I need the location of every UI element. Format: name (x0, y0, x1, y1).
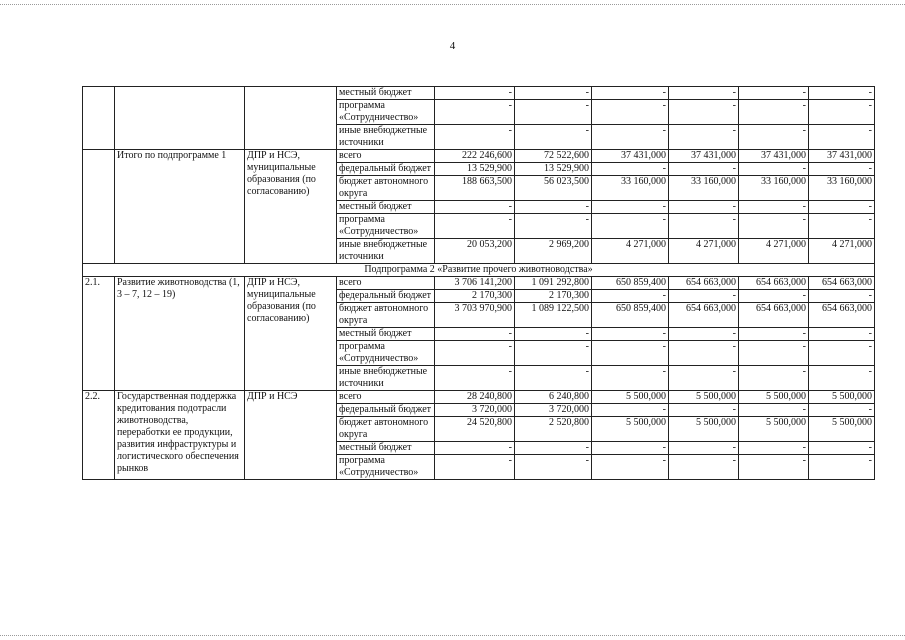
value-cell: 5 500,000 (592, 417, 669, 442)
value-cell: - (592, 214, 669, 239)
item-name: Итого по подпрограмме 1 (115, 150, 245, 264)
value-cell: 650 859,400 (592, 277, 669, 290)
value-cell: 1 091 292,800 (515, 277, 592, 290)
value-cell: - (739, 341, 809, 366)
value-cell: 2 170,300 (515, 290, 592, 303)
value-cell: 4 271,000 (592, 239, 669, 264)
value-cell: - (739, 328, 809, 341)
table-row (83, 277, 875, 290)
funding-source: бюджет автономного округа (337, 417, 435, 442)
table-row (83, 150, 875, 163)
value-cell: - (592, 442, 669, 455)
value-cell: - (592, 290, 669, 303)
value-cell: - (669, 404, 739, 417)
value-cell: - (669, 290, 739, 303)
value-cell: - (435, 341, 515, 366)
value-cell: - (739, 404, 809, 417)
value-cell: 654 663,000 (739, 277, 809, 290)
value-cell: - (739, 455, 809, 480)
value-cell: - (809, 455, 875, 480)
budget-table (82, 86, 875, 480)
funding-source: федеральный бюджет (337, 163, 435, 176)
value-cell: - (739, 366, 809, 391)
value-cell: 33 160,000 (809, 176, 875, 201)
value-cell: - (435, 366, 515, 391)
value-cell: - (739, 290, 809, 303)
value-cell: - (809, 404, 875, 417)
value-cell: - (669, 442, 739, 455)
value-cell: - (515, 442, 592, 455)
value-cell: 1 089 122,500 (515, 303, 592, 328)
value-cell: - (515, 201, 592, 214)
value-cell: - (592, 100, 669, 125)
value-cell: 5 500,000 (739, 391, 809, 404)
value-cell: 28 240,800 (435, 391, 515, 404)
value-cell: - (435, 328, 515, 341)
value-cell: - (435, 100, 515, 125)
value-cell: - (669, 201, 739, 214)
item-executor: ДПР и НСЭ (245, 391, 337, 480)
value-cell: - (515, 87, 592, 100)
value-cell: 24 520,800 (435, 417, 515, 442)
table-row (83, 391, 875, 404)
value-cell: - (592, 366, 669, 391)
value-cell: - (592, 163, 669, 176)
value-cell: - (739, 201, 809, 214)
value-cell: 654 663,000 (809, 277, 875, 290)
value-cell: 13 529,900 (515, 163, 592, 176)
value-cell: - (809, 100, 875, 125)
value-cell: - (669, 366, 739, 391)
value-cell: - (435, 214, 515, 239)
value-cell: - (435, 201, 515, 214)
item-executor: ДПР и НСЭ, муниципальные образования (по согласованию) (245, 150, 337, 264)
value-cell: - (515, 328, 592, 341)
value-cell: - (592, 404, 669, 417)
subprogram-row (83, 264, 875, 277)
value-cell: - (515, 100, 592, 125)
value-cell: - (669, 87, 739, 100)
funding-source: программа «Сотрудничество» (337, 455, 435, 480)
value-cell: 654 663,000 (739, 303, 809, 328)
value-cell: - (592, 87, 669, 100)
value-cell: - (669, 163, 739, 176)
funding-source: всего (337, 391, 435, 404)
item-number (83, 150, 115, 264)
funding-source: местный бюджет (337, 87, 435, 100)
item-executor (245, 87, 337, 150)
value-cell: - (669, 125, 739, 150)
value-cell: - (809, 328, 875, 341)
value-cell: 5 500,000 (669, 417, 739, 442)
value-cell: 20 053,200 (435, 239, 515, 264)
value-cell: - (739, 125, 809, 150)
value-cell: - (669, 100, 739, 125)
value-cell: 33 160,000 (739, 176, 809, 201)
item-name (115, 87, 245, 150)
value-cell: - (809, 341, 875, 366)
value-cell: 56 023,500 (515, 176, 592, 201)
value-cell: 37 431,000 (669, 150, 739, 163)
value-cell: - (435, 87, 515, 100)
value-cell: 188 663,500 (435, 176, 515, 201)
item-number: 2.1. (83, 277, 115, 391)
value-cell: 37 431,000 (739, 150, 809, 163)
value-cell: - (739, 214, 809, 239)
value-cell: 3 703 970,900 (435, 303, 515, 328)
funding-source: местный бюджет (337, 442, 435, 455)
value-cell: - (669, 455, 739, 480)
value-cell: - (739, 163, 809, 176)
value-cell: - (739, 100, 809, 125)
value-cell: - (809, 163, 875, 176)
value-cell: - (809, 366, 875, 391)
item-name: Развитие животноводства (1, 3 – 7, 12 – 19) (115, 277, 245, 391)
value-cell: 4 271,000 (669, 239, 739, 264)
value-cell: 222 246,600 (435, 150, 515, 163)
funding-source: программа «Сотрудничество» (337, 341, 435, 366)
item-number (83, 87, 115, 150)
value-cell: 2 520,800 (515, 417, 592, 442)
funding-source: бюджет автономного округа (337, 303, 435, 328)
value-cell: 13 529,900 (435, 163, 515, 176)
item-number: 2.2. (83, 391, 115, 480)
value-cell: 37 431,000 (592, 150, 669, 163)
value-cell: 5 500,000 (809, 391, 875, 404)
value-cell: 654 663,000 (669, 303, 739, 328)
value-cell: - (669, 328, 739, 341)
funding-source: иные внебюджетные источники (337, 125, 435, 150)
value-cell: - (809, 201, 875, 214)
value-cell: 654 663,000 (809, 303, 875, 328)
value-cell: - (515, 214, 592, 239)
funding-source: всего (337, 150, 435, 163)
funding-source: программа «Сотрудничество» (337, 214, 435, 239)
value-cell: 5 500,000 (669, 391, 739, 404)
funding-source: федеральный бюджет (337, 404, 435, 417)
value-cell: 6 240,800 (515, 391, 592, 404)
value-cell: - (592, 125, 669, 150)
value-cell: - (739, 442, 809, 455)
value-cell: 33 160,000 (592, 176, 669, 201)
value-cell: 2 969,200 (515, 239, 592, 264)
funding-source: бюджет автономного округа (337, 176, 435, 201)
value-cell: - (592, 455, 669, 480)
value-cell: - (435, 125, 515, 150)
value-cell: - (809, 87, 875, 100)
funding-source: федеральный бюджет (337, 290, 435, 303)
value-cell: 3 720,000 (515, 404, 592, 417)
item-executor: ДПР и НСЭ, муниципальные образования (по согласованию) (245, 277, 337, 391)
value-cell: - (435, 442, 515, 455)
value-cell: 5 500,000 (739, 417, 809, 442)
value-cell: 5 500,000 (809, 417, 875, 442)
value-cell: 650 859,400 (592, 303, 669, 328)
value-cell: - (809, 290, 875, 303)
funding-source: местный бюджет (337, 201, 435, 214)
value-cell: - (515, 366, 592, 391)
funding-source: иные внебюджетные источники (337, 366, 435, 391)
value-cell: - (515, 341, 592, 366)
value-cell: - (592, 341, 669, 366)
value-cell: 72 522,600 (515, 150, 592, 163)
value-cell: 2 170,300 (435, 290, 515, 303)
scan-bottom-edge (0, 635, 905, 636)
value-cell: - (739, 87, 809, 100)
value-cell: - (515, 455, 592, 480)
value-cell: 5 500,000 (592, 391, 669, 404)
funding-source: иные внебюджетные источники (337, 239, 435, 264)
value-cell: 4 271,000 (809, 239, 875, 264)
value-cell: 3 720,000 (435, 404, 515, 417)
table-row (83, 87, 875, 100)
subprogram-title: Подпрограмма 2 «Развитие прочего животноводства» (83, 264, 875, 277)
value-cell: - (809, 125, 875, 150)
value-cell: - (809, 214, 875, 239)
item-name: Государственная поддержка кредитования подотрасли животноводства, переработки ее продукции, развития инфраструктуры и логистического обеспечения рынков (115, 391, 245, 480)
value-cell: - (592, 328, 669, 341)
value-cell: 37 431,000 (809, 150, 875, 163)
value-cell: - (515, 125, 592, 150)
value-cell: 33 160,000 (669, 176, 739, 201)
funding-source: всего (337, 277, 435, 290)
value-cell: - (435, 455, 515, 480)
value-cell: - (809, 442, 875, 455)
value-cell: - (592, 201, 669, 214)
value-cell: 3 706 141,200 (435, 277, 515, 290)
value-cell: - (669, 214, 739, 239)
funding-source: местный бюджет (337, 328, 435, 341)
funding-source: программа «Сотрудничество» (337, 100, 435, 125)
value-cell: - (669, 341, 739, 366)
page-number: 4 (449, 40, 456, 52)
value-cell: 4 271,000 (739, 239, 809, 264)
value-cell: 654 663,000 (669, 277, 739, 290)
scan-top-edge (0, 4, 905, 5)
